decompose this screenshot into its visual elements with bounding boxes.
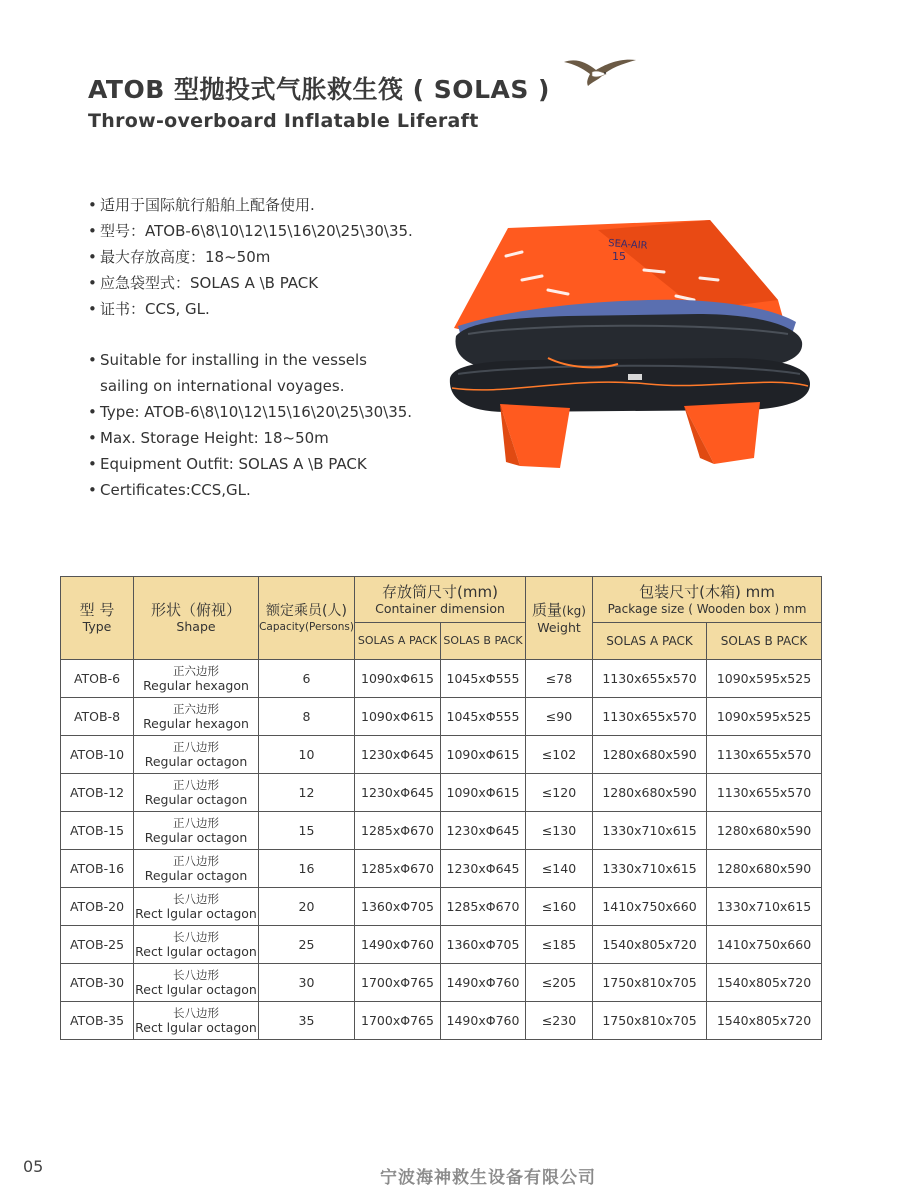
cell-type: ATOB-16 <box>61 850 134 888</box>
shape-cn: 正六边形 <box>173 663 219 678</box>
header-container-en: Container dimension <box>375 600 505 616</box>
shape-en: Rect lgular octagon <box>135 981 257 997</box>
header-container-a <box>355 623 441 660</box>
cell-capacity: 35 <box>259 1002 355 1040</box>
cell-cont-a: 1700xΦ765 <box>355 964 441 1002</box>
cell-pkg-a: 1750x810x705 <box>593 964 707 1002</box>
shape-en: Regular octagon <box>144 791 248 807</box>
cell-pkg-b: 1280x680x590 <box>707 812 822 850</box>
shape-en: Regular octagon <box>144 829 248 845</box>
table-row <box>61 660 822 698</box>
cell-shape <box>134 812 259 850</box>
solas-b-label: SOLAS B PACK <box>443 634 523 647</box>
cell-cont-a: 1360xΦ705 <box>355 888 441 926</box>
cell-pkg-a: 1280x680x590 <box>593 774 707 812</box>
cell-pkg-a: 1750x810x705 <box>593 1002 707 1040</box>
header-shape <box>134 577 259 660</box>
header-weight-unit: (kg) <box>562 603 586 618</box>
shape-cn: 正八边形 <box>173 739 219 754</box>
cell-cont-b: 1230xΦ645 <box>441 850 526 888</box>
canopy-capacity-text: 15 <box>612 250 626 263</box>
chinese-feature-list <box>88 192 413 322</box>
shape-cn: 长八边形 <box>173 929 219 944</box>
cell-cont-b: 1360xΦ705 <box>441 926 526 964</box>
cell-shape <box>134 964 259 1002</box>
header-shape-cn: 形状（俯视） <box>150 601 241 619</box>
cell-weight: ≤140 <box>526 850 593 888</box>
cell-cont-a: 1285xΦ670 <box>355 812 441 850</box>
header-container-cn: 存放筒尺寸(mm) <box>382 582 498 601</box>
cell-shape <box>134 1002 259 1040</box>
cell-pkg-b: 1330x710x615 <box>707 888 822 926</box>
feature-text: 应急袋型式：SOLAS A \B PACK <box>100 274 319 292</box>
table-row <box>61 812 822 850</box>
cell-shape <box>134 774 259 812</box>
feature-text: Type: ATOB-6\8\10\12\15\16\20\25\30\35. <box>100 403 413 421</box>
page-title-cn: ATOB 型抛投式气胀救生筏 ( SOLAS ) <box>88 75 550 104</box>
cell-shape <box>134 888 259 926</box>
cell-weight: ≤205 <box>526 964 593 1002</box>
shape-en: Rect lgular octagon <box>135 1019 257 1035</box>
liferaft-image <box>448 218 814 472</box>
cell-weight: ≤160 <box>526 888 593 926</box>
shape-en: Regular hexagon <box>143 715 249 731</box>
table-row <box>61 1002 822 1040</box>
cell-type: ATOB-30 <box>61 964 134 1002</box>
feature-text: Equipment Outfit: SOLAS A \B PACK <box>100 455 367 473</box>
cell-pkg-a: 1130x655x570 <box>593 698 707 736</box>
cell-capacity: 12 <box>259 774 355 812</box>
cell-cont-b: 1045xΦ555 <box>441 660 526 698</box>
header-type-en: Type <box>82 619 112 634</box>
shape-cn: 正六边形 <box>173 701 219 716</box>
shape-cn: 正八边形 <box>173 777 219 792</box>
header-capacity <box>259 577 355 660</box>
shape-cn: 长八边形 <box>173 891 219 906</box>
cell-cont-a: 1490xΦ760 <box>355 926 441 964</box>
canopy-brand-text: SEA-AIR <box>607 238 648 252</box>
cell-cont-a: 1230xΦ645 <box>355 736 441 774</box>
cell-type: ATOB-8 <box>61 698 134 736</box>
cell-pkg-a: 1330x710x615 <box>593 850 707 888</box>
solas-a-label: SOLAS A PACK <box>606 634 693 648</box>
cell-type: ATOB-12 <box>61 774 134 812</box>
cell-pkg-b: 1410x750x660 <box>707 926 822 964</box>
cell-capacity: 25 <box>259 926 355 964</box>
cell-cont-a: 1090xΦ615 <box>355 698 441 736</box>
cell-type: ATOB-20 <box>61 888 134 926</box>
cell-cont-b: 1490xΦ760 <box>441 964 526 1002</box>
shape-en: Rect lgular octagon <box>135 943 257 959</box>
list-item: • Equipment Outfit: SOLAS A \B PACK <box>88 455 367 473</box>
shape-en: Regular octagon <box>144 867 248 883</box>
cell-cont-b: 1490xΦ760 <box>441 1002 526 1040</box>
header-weight <box>526 577 593 660</box>
cell-capacity: 16 <box>259 850 355 888</box>
cell-cont-a: 1700xΦ765 <box>355 1002 441 1040</box>
cell-weight: ≤102 <box>526 736 593 774</box>
page-title-en: Throw-overboard Inflatable Liferaft <box>88 110 479 132</box>
shape-en: Rect lgular octagon <box>135 905 257 921</box>
feature-text: 适用于国际航行船舶上配备使用. <box>100 196 315 214</box>
list-item: • Certificates:CCS,GL. <box>88 481 251 499</box>
specification-table <box>60 576 822 1040</box>
page-number: 05 <box>23 1157 44 1176</box>
list-item: • Type: ATOB-6\8\10\12\15\16\20\25\30\35. <box>88 403 413 421</box>
cell-pkg-a: 1540x805x720 <box>593 926 707 964</box>
header-weight-en: Weight <box>537 619 581 635</box>
table-row <box>61 964 822 1002</box>
feature-text: 最大存放高度：18~50m <box>100 248 271 266</box>
list-item: • Max. Storage Height: 18~50m <box>88 429 329 447</box>
cell-capacity: 6 <box>259 660 355 698</box>
cell-shape <box>134 736 259 774</box>
cell-capacity: 10 <box>259 736 355 774</box>
cell-cont-b: 1045xΦ555 <box>441 698 526 736</box>
cell-shape <box>134 926 259 964</box>
cell-capacity: 15 <box>259 812 355 850</box>
cell-pkg-b: 1130x655x570 <box>707 774 822 812</box>
cell-pkg-b: 1130x655x570 <box>707 736 822 774</box>
header-shape-en: Shape <box>176 619 216 634</box>
table-row <box>61 926 822 964</box>
header-type-cn: 型 号 <box>79 601 115 619</box>
cell-capacity: 8 <box>259 698 355 736</box>
shape-cn: 长八边形 <box>173 967 219 982</box>
header-type <box>61 577 134 660</box>
feature-text: Suitable for installing in the vessels <box>100 351 367 369</box>
cell-cont-a: 1285xΦ670 <box>355 850 441 888</box>
cell-pkg-b: 1540x805x720 <box>707 964 822 1002</box>
list-item: • 型号：ATOB-6\8\10\12\15\16\20\25\30\35. <box>88 222 413 240</box>
cell-cont-a: 1230xΦ645 <box>355 774 441 812</box>
header-capacity-cn: 额定乘员(人) <box>266 603 347 619</box>
cell-weight: ≤130 <box>526 812 593 850</box>
cell-pkg-b: 1280x680x590 <box>707 850 822 888</box>
list-item: • Suitable for installing in the vessels <box>88 351 367 369</box>
cell-shape <box>134 850 259 888</box>
cell-type: ATOB-35 <box>61 1002 134 1040</box>
header-capacity-en: Capacity(Persons) <box>259 621 354 633</box>
header-package-en: Package size ( Wooden box ) mm <box>607 601 807 616</box>
shape-cn: 长八边形 <box>173 1005 219 1020</box>
feature-text: 证书：CCS, GL. <box>100 300 210 318</box>
solas-a-label: SOLAS A PACK <box>357 634 438 647</box>
cell-capacity: 20 <box>259 888 355 926</box>
cell-shape <box>134 660 259 698</box>
cell-weight: ≤78 <box>526 660 593 698</box>
cell-weight: ≤90 <box>526 698 593 736</box>
list-item-continuation <box>88 373 412 399</box>
cell-capacity: 30 <box>259 964 355 1002</box>
header-package-cn: 包装尺寸(木箱) mm <box>639 582 775 601</box>
cell-pkg-b: 1090x595x525 <box>707 660 822 698</box>
header-weight-cn: 质量 <box>532 600 563 619</box>
header-package-b <box>707 623 822 660</box>
table-row <box>61 774 822 812</box>
cell-cont-b: 1090xΦ615 <box>441 736 526 774</box>
feature-text: Max. Storage Height: 18~50m <box>100 429 329 447</box>
english-feature-list <box>88 347 412 503</box>
feature-text: Certificates:CCS,GL. <box>100 481 251 499</box>
table-row <box>61 736 822 774</box>
cell-cont-b: 1090xΦ615 <box>441 774 526 812</box>
seagull-icon <box>562 54 638 90</box>
header-container <box>355 577 526 623</box>
cell-pkg-a: 1410x750x660 <box>593 888 707 926</box>
solas-b-label: SOLAS B PACK <box>720 634 808 648</box>
cell-weight: ≤230 <box>526 1002 593 1040</box>
shape-cn: 正八边形 <box>173 853 219 868</box>
cell-cont-b: 1230xΦ645 <box>441 812 526 850</box>
cell-shape <box>134 698 259 736</box>
cell-weight: ≤120 <box>526 774 593 812</box>
cell-pkg-a: 1330x710x615 <box>593 812 707 850</box>
header-package-a <box>593 623 707 660</box>
header-container-b <box>441 623 526 660</box>
cell-cont-b: 1285xΦ670 <box>441 888 526 926</box>
list-item: • 最大存放高度：18~50m <box>88 248 271 266</box>
header-package <box>593 577 822 623</box>
cell-pkg-b: 1090x595x525 <box>707 698 822 736</box>
cell-type: ATOB-15 <box>61 812 134 850</box>
cell-cont-a: 1090xΦ615 <box>355 660 441 698</box>
table-row <box>61 698 822 736</box>
shape-en: Regular hexagon <box>143 677 249 693</box>
cell-pkg-a: 1130x655x570 <box>593 660 707 698</box>
list-item: • 应急袋型式：SOLAS A \B PACK <box>88 274 319 292</box>
table-row <box>61 888 822 926</box>
cell-type: ATOB-6 <box>61 660 134 698</box>
cell-type: ATOB-10 <box>61 736 134 774</box>
company-name: 宁波海神救生设备有限公司 <box>380 1168 596 1188</box>
cell-pkg-a: 1280x680x590 <box>593 736 707 774</box>
shape-en: Regular octagon <box>144 753 248 769</box>
list-item: • 适用于国际航行船舶上配备使用. <box>88 196 315 214</box>
feature-text: sailing on international voyages. <box>100 377 345 395</box>
cell-weight: ≤185 <box>526 926 593 964</box>
shape-cn: 正八边形 <box>173 815 219 830</box>
table-row <box>61 850 822 888</box>
list-item: • 证书：CCS, GL. <box>88 300 210 318</box>
cell-type: ATOB-25 <box>61 926 134 964</box>
cell-pkg-b: 1540x805x720 <box>707 1002 822 1040</box>
feature-text: 型号：ATOB-6\8\10\12\15\16\20\25\30\35. <box>100 222 413 240</box>
